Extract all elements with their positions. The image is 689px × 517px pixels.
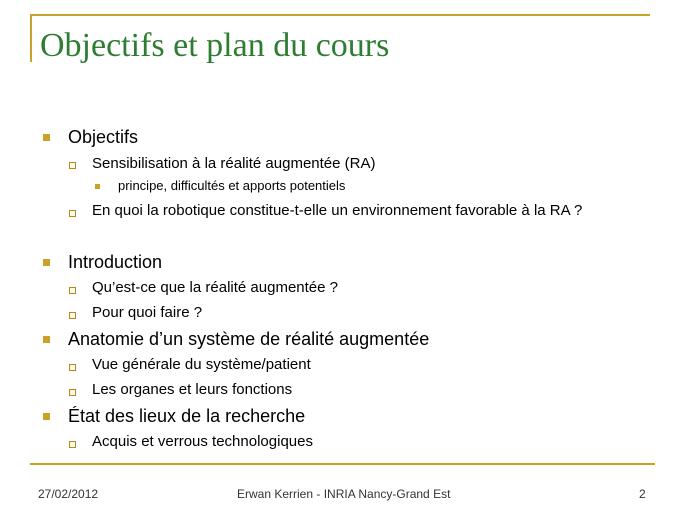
square-bullet-icon — [95, 184, 100, 189]
footer-author: Erwan Kerrien - INRIA Nancy-Grand Est — [237, 487, 451, 501]
hollow-square-bullet-icon — [69, 312, 76, 319]
outline-item: État des lieux de la recherche — [68, 406, 306, 426]
outline-item: Acquis et verrous technologiques — [92, 433, 313, 450]
outline-item: Anatomie d’un système de réalité augmentée — [68, 329, 430, 349]
outline-item: Pour quoi faire ? — [92, 304, 203, 321]
square-bullet-icon — [43, 336, 50, 343]
outline-item: Introduction — [68, 252, 163, 272]
outline-item: Vue générale du système/patient — [92, 356, 311, 373]
outline-item: Les organes et leurs fonctions — [92, 381, 293, 398]
title-left-rule — [30, 14, 32, 62]
outline-item: Objectifs — [68, 127, 139, 147]
title-top-rule — [30, 14, 650, 16]
hollow-square-bullet-icon — [69, 389, 76, 396]
footer-date: 27/02/2012 — [38, 487, 99, 501]
slide-title: Objectifs et plan du cours — [40, 27, 390, 64]
square-bullet-icon — [43, 413, 50, 420]
square-bullet-icon — [43, 259, 50, 266]
outline-item: principe, difficultés et apports potentiels — [118, 178, 346, 193]
outline-item: Qu’est-ce que la réalité augmentée ? — [92, 279, 338, 296]
hollow-square-bullet-icon — [69, 441, 76, 448]
hollow-square-bullet-icon — [69, 287, 76, 294]
square-bullet-icon — [43, 134, 50, 141]
footer-rule — [30, 463, 655, 465]
hollow-square-bullet-icon — [69, 210, 76, 217]
hollow-square-bullet-icon — [69, 364, 76, 371]
outline-item: En quoi la robotique constitue-t-elle un environnement favorable à la RA ? — [92, 202, 583, 219]
page-number: 2 — [639, 487, 646, 501]
outline-item: Sensibilisation à la réalité augmentée (RA) — [92, 155, 376, 172]
hollow-square-bullet-icon — [69, 162, 76, 169]
